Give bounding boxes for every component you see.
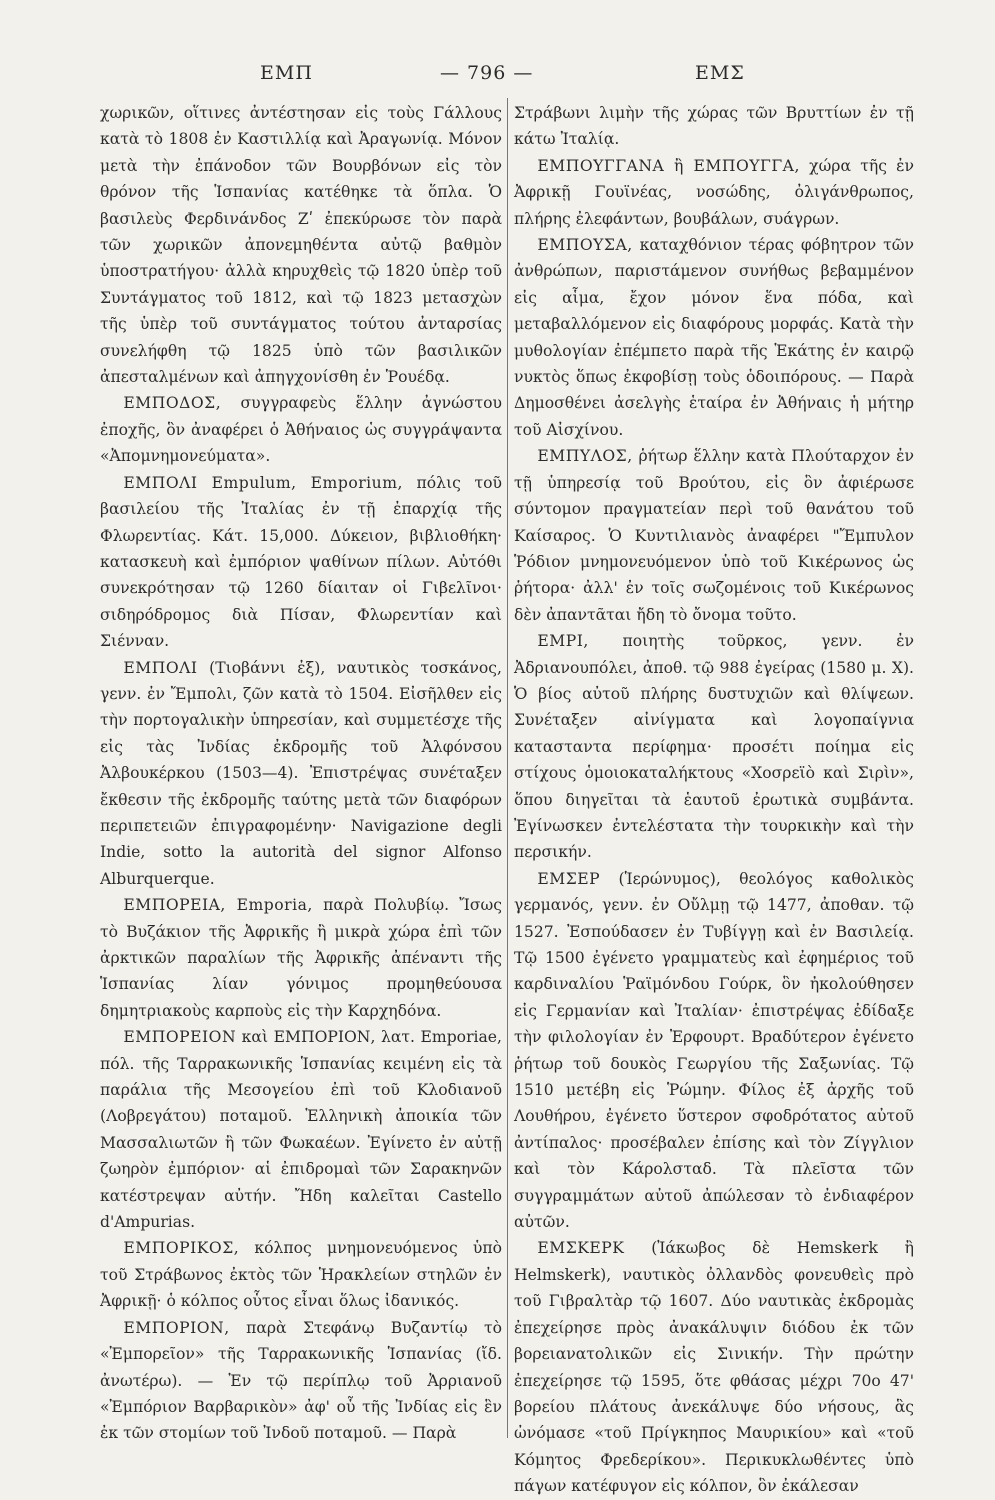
entry-text: (Ἱερώνυμος), θεολόγος καθολικὸς γερμανός, γενν. ἐν Οὔλμῃ τῷ 1477, ἀποθαν. τῷ 1527. Ἐσπούδασεν ἐν Τυβίγγῃ καὶ ἐν Βασιλείᾳ. Τῷ 1500 ἐγένετο γραμματεὺς καὶ ἐφημέριος τοῦ καρδιναλίου Ῥαϊμόνδου Γούρκ, ὃν ἠκολούθησεν εἰς Γερμανίαν καὶ Ἰταλίαν· ἐπιστρέψας ἐδίδαξε τὴν φιλολογίαν ἐν Ἐρφουρτ. Βραδύτερον ἐγένετο ῥήτωρ τοῦ δουκὸς Γεωργίου τῆς Σαξωνίας. Τῷ 1510 μετέβη εἰς Ῥώμην. Φίλος ἐξ ἀρχῆς τοῦ Λουθήρου, ἐγένετο ὕστερον σφοδρότατος αὐτοῦ ἀντίπαλος· προσέβαλεν ἐπίσης καὶ τὸν Ζίγγλιον καὶ τὸν Κάρολσταδ. Τὰ πλεῖστα τῶν συγγραμμάτων αὐτοῦ ἀπώλεσαν τὸ ἐνδιαφέρον αὐτῶν. bbox=[514, 869, 914, 1232]
entry-text: (Τιοβάννι ἐξ), ναυτικὸς τοσκάνος, γενν. ἐν Ἔμπολι, ζῶν κατὰ τὸ 1504. Εἰσῆλθεν εἰς τὴν πορτογαλικὴν ὑπηρεσίαν, καὶ συμμετέσχε τῆς εἰς τὰς Ἰνδίας ἐκδρομῆς τοῦ Ἀλφόνσου Ἀλβουκέρκου (1503—4). Ἐπιστρέψας συνέταξεν ἔκθεσιν τῆς ἐκδρομῆς ταύτης μετὰ τῶν διαφόρων περιπετειῶν ἐπιγραφομένην· Navigazione degli Indie, sotto la autorità del signor Alfonso Alburquerque. bbox=[100, 658, 502, 888]
dictionary-entry bbox=[100, 655, 502, 893]
dictionary-entry bbox=[514, 628, 914, 866]
entry-text: χωρικῶν, οἵτινες ἀντέστησαν εἰς τοὺς Γάλλους κατὰ τὸ 1808 ἐν Καστιλλίᾳ καὶ Ἀραγωνίᾳ. Μόνον μετὰ τὴν ἐπάνοδον τῶν Βουρβόνων εἰς τὸν θρόνον τῆς Ἱσπανίας κατέθηκε τὰ ὅπλα. Ὁ βασιλεὺς Φερδινάνδος Ζʹ ἐπεκύρωσε τὸν παρὰ τῶν χωρικῶν ἀπονεμηθέντα αὐτῷ βαθμὸν ὑποστρατήγου· ἀλλὰ κηρυχθεὶς τῷ 1820 ὑπὲρ τοῦ Συντάγματος τοῦ 1812, καὶ τῷ 1823 μετασχὼν τῆς ὑπὲρ τοῦ συντάγματος τούτου ἀνταρσίας συνελήφθη τῷ 1825 ὑπὸ τῶν βασιλικῶν ἀπεσταλμένων καὶ ἀπηγχονίσθη ἐν Ῥουέδᾳ. bbox=[100, 104, 502, 387]
entry-text: (Ἰάκωβος δὲ Hemskerk ἢ Helmskerk), ναυτικὸς ὀλλανδὸς φονευθεὶς πρὸ τοῦ Γιβραλτὰρ τῷ 1607. Δύο ναυτικὰς ἐκδρομὰς ἐπεχείρησε πρὸς ἀνακάλυψιν διόδου ἐκ τῶν βορειανατολικῶν εἰς Σινικήν. Τὴν πρώτην ἐπεχείρησε τῷ 1595, ὅτε φθάσας μέχρι 70ο 47' βορείου πλάτους ἀνεκάλυψε δύο νήσους, ἃς ὠνόμασε «τοῦ Πρίγκηπος Μαυρικίου» καὶ «τοῦ Κόμητος Φρεδερίκου». Περικυκλωθέντες ὑπὸ πάγων κατέφυγον εἰς κόλπον, ὃν ἐκάλεσαν bbox=[514, 1239, 914, 1496]
entry-text: καταχθόνιον τέρας φόβητρον τῶν ἀνθρώπων, παριστάμενον συνήθως βεβαμμένον εἰς αἷμα, ἔχον μόνον ἕνα πόδα, καὶ μεταβαλλόμενον εἰς διαφόρους μορφάς. Κατὰ τὴν μυθολογίαν ἐπέμπετο παρὰ τῆς Ἑκάτης ἐν καιρῷ νυκτὸς ὅπως ἐκφοβίσῃ τοὺς ὁδοιπόρους. — Παρὰ Δημοσθένει ἀσελγὴς ἑταίρα ἐν Ἀθήναις ἡ μήτηρ τοῦ Αἰσχίνου. bbox=[514, 236, 914, 439]
page-number: — 796 — bbox=[440, 62, 534, 84]
entry-headword: ΕΜΡΙ, bbox=[537, 632, 589, 651]
dictionary-entry bbox=[514, 100, 914, 153]
entry-headword: ΕΜΠΟΡΕΙΑ, Emporia, bbox=[123, 896, 313, 915]
entry-text: κόλπος μνημονευόμενος ὑπὸ τοῦ Στράβωνος ἐκτὸς τῶν Ἡρακλείων στηλῶν ἐν Ἀφρικῇ· ὁ κόλπος οὗτος εἶναι ὅλως ἰδανικός. bbox=[100, 1239, 502, 1311]
entry-headword: ΕΜΣΕΡ bbox=[537, 869, 601, 888]
page-header bbox=[100, 62, 880, 92]
entry-text: χώρα τῆς ἐν Ἀφρικῇ Γουϊνέας, νοσώδης, ὀλιγάνθρωπος, πλήρης ἐλεφάντων, βουβάλων, συάγρων. bbox=[514, 156, 914, 228]
dictionary-entry bbox=[514, 443, 914, 628]
entry-text: καὶ ΕΜΠΟΡΙΟΝ, λατ. Emporiae, πόλ. τῆς Ταρρακωνικῆς Ἱσπανίας κειμένη εἰς τὰ παράλια τῆς Μεσογείου ἐπὶ τοῦ Κλοδιανοῦ (Λοβρεγάτου) ποταμοῦ. Ἑλληνικὴ ἀποικία τῶν Μασσαλιωτῶν ἢ τῶν Φωκαέων. Ἐγίνετο ἐν αὐτῇ ζωηρὸν ἐμπόριον· αἱ ἐπιδρομαὶ τῶν Σαρακηνῶν κατέστρεψαν αὐτήν. Ἤδη καλεῖται Castello d'Ampurias. bbox=[100, 1028, 502, 1232]
dictionary-entry bbox=[100, 100, 502, 390]
header-right-guide-word: ΕΜΣ bbox=[695, 62, 745, 84]
entry-text: ῥήτωρ ἕλλην κατὰ Πλούταρχον ἐν τῇ ὑπηρεσίᾳ τοῦ Βρούτου, εἰς ὃν ἀφιέρωσε σύντομον πραγματείαν περὶ τοῦ θανάτου τοῦ Καίσαρος. Ὁ Κυντιλιανὸς ἀναφέρει "Ἔμπυλον Ῥόδιον μνημονευόμενον ὑπὸ τοῦ Κικέρωνος ὡς ῥήτορα· ἀλλ' ἐν τοῖς σωζομένοις τοῦ Κικέρωνος δὲν ἀπαντᾶται ἤδη τὸ ὄνομα τοῦτο. bbox=[514, 447, 915, 624]
left-column bbox=[100, 100, 502, 1485]
dictionary-entry bbox=[100, 390, 502, 469]
header-left-guide-word: ΕΜΠ bbox=[260, 62, 313, 84]
entry-headword: ΕΜΠΟΡΙΟΝ, bbox=[123, 1318, 230, 1337]
entry-headword: ΕΜΠΟΥΓΓΑΝΑ ἢ ΕΜΠΟΥΓΓΑ, bbox=[537, 156, 800, 175]
entry-text: συγγραφεὺς ἕλλην ἀγνώστου ἐποχῆς, ὃν ἀναφέρει ὁ Ἀθήναιος ὡς συγγράψαντα «Ἀπομνημονεύματα». bbox=[100, 394, 502, 466]
entry-headword: ΕΜΠΥΛΟΣ, bbox=[537, 447, 633, 466]
entry-headword: ΕΜΣΚΕΡΚ bbox=[537, 1239, 625, 1258]
dictionary-entry bbox=[514, 232, 914, 443]
dictionary-entry bbox=[100, 1024, 502, 1235]
entry-text: παρὰ Στεφάνῳ Βυζαντίῳ τὸ «Ἐμπορεῖον» τῆς Ταρρακωνικῆς Ἱσπανίας (ἴδ. ἀνωτέρω). — Ἐν τῷ περίπλῳ τοῦ Ἀρριανοῦ «Ἐμπόριον Βαρβαρικὸν» ἀφ' οὗ τῆς Ἰνδίας εἰς ἓν ἐκ τῶν στομίων τοῦ Ἰνδοῦ ποταμοῦ. — Παρὰ bbox=[100, 1318, 502, 1443]
dictionary-entry bbox=[514, 153, 914, 232]
entry-headword: ΕΜΠΟΛΙ Empulum, Emporium, bbox=[123, 473, 403, 492]
right-column bbox=[514, 100, 915, 1496]
entry-headword: ΕΜΠΟΡΕΙΟΝ bbox=[123, 1028, 237, 1047]
dictionary-entry bbox=[514, 1235, 914, 1499]
dictionary-entry bbox=[514, 866, 914, 1236]
entry-headword: ΕΜΠΟΥΣΑ, bbox=[537, 236, 633, 255]
entry-text: πόλις τοῦ βασιλείου τῆς Ἰταλίας ἐν τῇ ἐπαρχίᾳ τῆς Φλωρεντίας. Κάτ. 15,000. Δύκειον, βιβλιοθήκη· κατασκευὴ καὶ ἐμπόριον ψαθίνων πίλων. Αὐτόθι συνεκρότησαν τῷ 1260 δίαιταν οἱ Γιβελῖνοι· σιδηρόδρομος διὰ Πίσαν, Φλωρεντίαν καὶ Σιένναν. bbox=[100, 473, 502, 651]
entry-headword: ΕΜΠΟΔΟΣ, bbox=[123, 394, 222, 413]
dictionary-entry bbox=[100, 1315, 502, 1447]
entry-text: ποιητὴς τοῦρκος, γενν. ἐν Ἀδριανουπόλει, ἀποθ. τῷ 988 ἐγείρας (1580 μ. Χ). Ὁ βίος αὐτοῦ πλήρης δυστυχιῶν καὶ θλίψεων. Συνέταξεν αἰνίγματα καὶ λογοπαίγνια κατασταντα περίφημα· προσέτι ποίημα εἰς στίχους ὁμοιοκαταλήκτους «Χοσρεϊὸ καὶ Σιρὶν», ὅπου διηγεῖται τὰ ἑαυτοῦ ἐρωτικὰ συμβάντα. Ἐγίνωσκεν ἐντελέστατα τὴν τουρκικὴν καὶ τὴν περσικήν. bbox=[514, 632, 914, 862]
dictionary-entry bbox=[100, 1235, 502, 1314]
entry-text: παρὰ Πολυβίῳ. Ἴσως τὸ Βυζάκιον τῆς Ἀφρικῆς ἢ μικρὰ χώρα ἐπὶ τῶν ἀρκτικῶν παραλίων τῆς Ἀφρικῆς ἀπέναντι τῆς Ἱσπανίας λίαν γόνιμος προμηθεύουσα δημητριακοὺς καρποὺς εἰς τὴν Καρχηδόνα. bbox=[100, 896, 502, 1020]
dictionary-entry bbox=[100, 470, 502, 655]
dictionary-entry bbox=[100, 892, 502, 1024]
column-divider bbox=[507, 98, 508, 1438]
entry-headword: ΕΜΠΟΡΙΚΟΣ, bbox=[123, 1239, 240, 1258]
entry-headword: ΕΜΠΟΛΙ bbox=[123, 658, 198, 677]
entry-text: Στράβωνι λιμὴν τῆς χώρας τῶν Βρυττίων ἐν τῇ κάτω Ἰταλίᾳ. bbox=[514, 104, 914, 149]
